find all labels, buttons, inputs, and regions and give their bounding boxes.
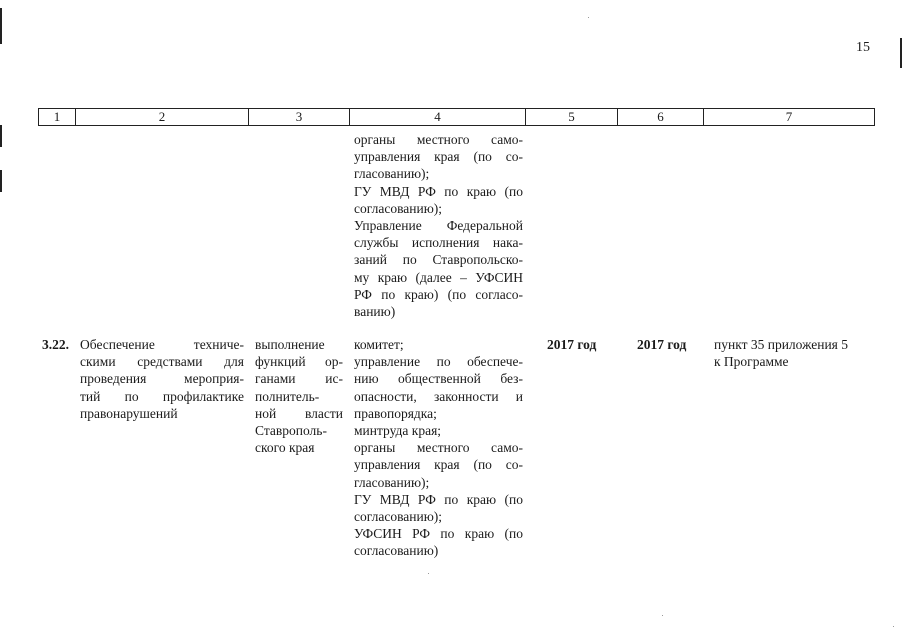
scan-speck — [662, 615, 663, 616]
text-line: управление по обеспече- — [354, 354, 523, 370]
text-line: согласованию) — [354, 543, 439, 559]
measure-name — [80, 336, 244, 422]
text-line: управления края (по со- — [354, 457, 523, 473]
text-line: службы исполнения нака- — [354, 235, 523, 251]
text-line: ванию) — [354, 304, 396, 320]
end-date: 2017 год — [637, 337, 687, 352]
text-line: органы местного само- — [354, 440, 523, 456]
responsible-executors — [354, 336, 523, 560]
continuation-responsible-executors — [354, 131, 523, 320]
text-line: ГУ МВД РФ по краю (по — [354, 183, 523, 199]
text-line: согласованию); — [354, 200, 443, 216]
text-line: гласованию); — [354, 166, 430, 182]
text-line: му краю (далее – УФСИН — [354, 269, 523, 285]
start-date: 2017 год — [547, 337, 597, 352]
column-number-6: 6 — [618, 109, 704, 126]
text-line: согласованию); — [354, 509, 443, 525]
column-number-1: 1 — [39, 109, 76, 126]
column-number-3: 3 — [249, 109, 350, 126]
text-line: ГУ МВД РФ по краю (по — [354, 491, 523, 507]
program-reference — [714, 336, 874, 370]
text-line: функций ор- — [255, 354, 343, 370]
text-line: Ставрополь- — [255, 423, 327, 439]
text-line: ского края — [255, 440, 315, 456]
text-line: скими средствами для — [80, 354, 244, 370]
column-number-5: 5 — [526, 109, 618, 126]
text-line: УФСИН РФ по краю (по — [354, 526, 523, 542]
text-line: гласованию); — [354, 474, 430, 490]
column-number-4: 4 — [350, 109, 526, 126]
scan-edge-mark-left-middle — [0, 125, 2, 147]
text-line: ной власти — [255, 405, 343, 421]
text-line: органы местного само- — [354, 132, 523, 147]
text-line: РФ по краю) (по согласо- — [354, 286, 523, 302]
column-number-2: 2 — [76, 109, 249, 126]
scan-edge-mark-right — [900, 38, 902, 68]
text-line: заний по Ставропольско- — [354, 252, 523, 268]
funding-source — [255, 336, 343, 456]
text-line: Обеспечение техниче- — [80, 337, 244, 352]
text-line: пункт 35 приложения 5 — [714, 337, 849, 352]
scan-speck — [588, 17, 589, 18]
text-line: выполнение — [255, 337, 325, 352]
text-line: тий по профилактике — [80, 388, 244, 404]
text-line: правопорядка; — [354, 405, 437, 421]
row-number: 3.22. — [42, 337, 69, 352]
scan-edge-mark-left-top — [0, 8, 2, 44]
text-line: управления края (по со- — [354, 149, 523, 165]
text-line: комитет; — [354, 337, 404, 352]
scan-speck — [428, 573, 429, 574]
text-line: опасности, законности и — [354, 388, 523, 404]
scan-edge-mark-left-lower — [0, 170, 2, 192]
page-number: 15 — [856, 40, 870, 55]
text-line: проведения мероприя- — [80, 371, 244, 387]
scan-speck — [893, 626, 894, 627]
text-line: к Программе — [714, 354, 789, 370]
text-line: правонарушений — [80, 405, 178, 421]
text-line: Управление Федеральной — [354, 218, 523, 234]
column-number-7: 7 — [704, 109, 875, 126]
text-line: полнитель- — [255, 388, 320, 404]
text-line: ганами ис- — [255, 371, 343, 387]
text-line: минтруда края; — [354, 423, 442, 439]
text-line: нию общественной без- — [354, 371, 523, 387]
column-number-header — [38, 108, 875, 126]
